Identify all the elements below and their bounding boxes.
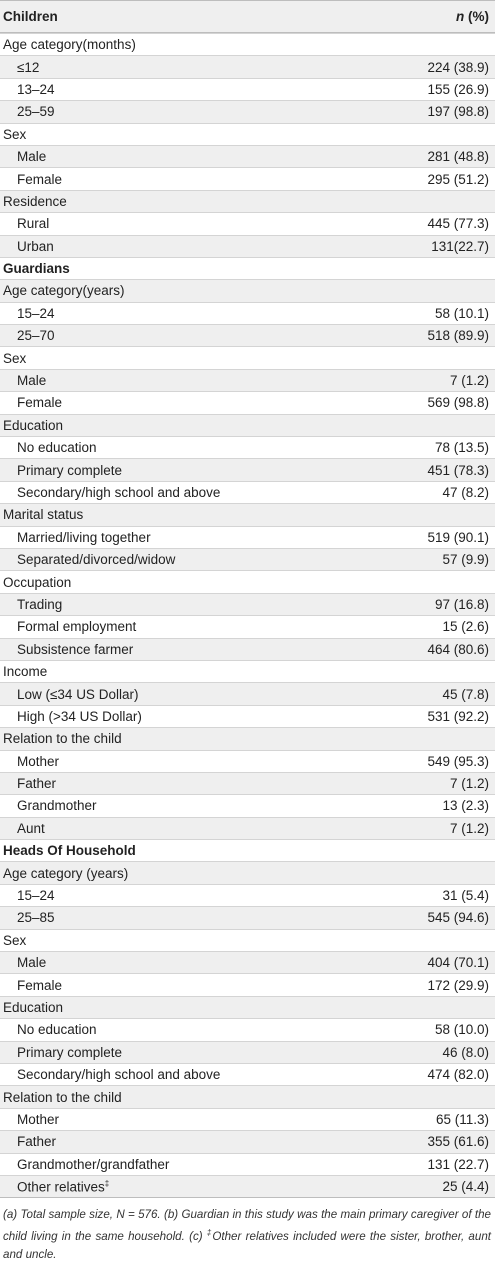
row-label-text: 25–85 [17,910,55,926]
row-value: 13 (2.3) [442,798,489,814]
row-label [0,306,435,321]
row-label-text: Primary complete [17,462,123,478]
table-row [0,750,495,772]
row-label [0,463,427,478]
row-label [0,642,427,657]
row-value: 355 (61.6) [427,1134,489,1150]
row-label-text: Urban [17,238,54,254]
table-row [0,570,495,592]
table-row [0,212,495,234]
row-label-text: Education [3,417,64,433]
table-footnotes [0,1198,495,1264]
row-label [0,798,442,813]
table-row [0,1041,495,1063]
row-value: 7 (1.2) [449,776,489,792]
table-row [0,906,495,928]
row-label-text: No education [17,440,97,456]
table-row [0,638,495,660]
table-row [0,503,495,525]
row-value: 451 (78.3) [427,462,489,478]
table-body [0,33,495,1197]
row-value: 25 (4.4) [442,1179,489,1195]
row-value: 531 (92.2) [427,708,489,724]
table-row [0,772,495,794]
table-row [0,861,495,883]
table-row [0,951,495,973]
row-label [0,485,442,500]
row-label [0,1067,427,1082]
row-label [0,194,489,209]
table-bottom-rule [0,1197,495,1198]
row-value: 58 (10.1) [434,305,489,321]
row-label-text: Married/living together [17,529,151,545]
row-label [0,440,435,455]
row-label-text: Age category(months) [3,37,136,53]
table-row [0,526,495,548]
table-row [0,55,495,77]
row-value: 57 (9.9) [442,552,489,568]
row-label-text: Sex [3,126,27,142]
row-label-text: Income [3,664,48,680]
table-row [0,727,495,749]
table-row [0,235,495,257]
row-label-text: Relation to the child [3,731,122,747]
row-label [0,1112,436,1127]
row-label-text: Aunt [17,820,45,836]
row-label-text: 25–59 [17,104,55,120]
row-value: 31 (5.4) [442,888,489,904]
table-row [0,1018,495,1040]
table-row [0,279,495,301]
header-percent: (%) [464,9,489,24]
row-label [0,910,427,925]
row-value: 404 (70.1) [427,955,489,971]
row-label [0,709,427,724]
row-value: 131 (22.7) [427,1156,489,1172]
row-label [0,418,489,433]
row-label-text: ≤12 [17,59,40,75]
row-value: 47 (8.2) [442,485,489,500]
table-row [0,884,495,906]
row-label-text: Age category(years) [3,283,125,299]
row-label-text: Relation to the child [3,1089,122,1105]
table-row [0,167,495,189]
row-label-sup: ‡ [104,1178,110,1188]
table-row [0,257,495,279]
table-row [0,458,495,480]
row-label [0,351,489,366]
row-label-text: 15–24 [17,888,55,904]
row-label [0,866,489,881]
table-row [0,346,495,368]
row-label-text: Female [17,977,63,993]
footnote-part2: Other relatives included were the sister, brother, aunt and uncle. [3,1230,491,1262]
table-row [0,593,495,615]
row-label [0,575,489,590]
table-row [0,436,495,458]
row-value: 549 (95.3) [427,753,489,769]
row-label-text: 25–70 [17,328,55,344]
row-label [0,1045,442,1060]
footnote-part1: (a) Total sample size, N = 576. (b) Guardian in this study was the main primary caregiver of the child living in the same household. (c) [3,1208,491,1244]
table-row [0,996,495,1018]
row-value: 65 (11.3) [435,1111,489,1127]
table-row [0,324,495,346]
row-label [0,1134,427,1149]
row-value: 197 (98.8) [427,104,489,120]
table-row [0,302,495,324]
row-label-text: Guardians [3,261,70,277]
row-label-text: Female [17,171,63,187]
row-label [0,1022,435,1037]
row-label-text: Residence [3,193,67,209]
row-label-text: Marital status [3,507,84,523]
row-label [0,821,450,836]
row-label-text: Trading [17,596,63,612]
row-label [0,82,427,97]
row-label [0,37,489,52]
row-label-text: Grandmother/grandfather [17,1156,170,1172]
row-label-text: Rural [17,216,50,232]
row-label-text: Sex [3,932,27,948]
table-row [0,78,495,100]
row-label-text: Sex [3,350,27,366]
row-label [0,1179,442,1195]
row-value: 7 (1.2) [449,373,489,389]
table-row [0,481,495,503]
row-label [0,507,489,522]
row-label-text: Formal employment [17,619,137,635]
row-label-text: Other relatives [17,1179,105,1195]
row-label [0,888,442,903]
row-label [0,754,427,769]
table-row [0,929,495,951]
row-label [0,261,489,276]
row-label [0,664,489,679]
row-value: 545 (94.6) [427,910,489,926]
row-label-text: Subsistence farmer [17,641,134,657]
row-value: 45 (7.8) [442,686,489,702]
table-row [0,391,495,413]
table-row [0,414,495,436]
row-label [0,1000,489,1015]
row-label [0,552,442,567]
row-label [0,149,427,164]
row-label [0,328,427,343]
row-label-text: Low (≤34 US Dollar) [17,686,139,702]
table-row [0,705,495,727]
table-row [0,1175,495,1197]
table-row [0,100,495,122]
table-row [0,1085,495,1107]
table-row [0,123,495,145]
table-row [0,817,495,839]
row-label-text: Secondary/high school and above [17,1067,221,1083]
footnote-sup: ‡ [206,1228,213,1238]
row-value: 131(22.7) [431,238,489,254]
row-value: 281 (48.8) [427,149,489,165]
row-value: 519 (90.1) [427,529,489,545]
row-value: 464 (80.6) [427,641,489,657]
row-label [0,395,427,410]
row-label-text: Mother [17,753,60,769]
row-label-text: High (>34 US Dollar) [17,708,142,724]
table-row [0,973,495,995]
table-row [0,1108,495,1130]
header-n: n [456,9,465,24]
row-label [0,104,427,119]
row-label-text: Heads Of Household [3,843,136,859]
table-row [0,660,495,682]
row-value: 445 (77.3) [427,216,489,232]
row-label [0,1090,489,1105]
row-label-text: Separated/divorced/widow [17,552,176,568]
row-label-text: 15–24 [17,305,55,321]
row-label-text: Male [17,373,47,389]
row-label-text: Father [17,776,57,792]
table-row [0,1130,495,1152]
table-row [0,369,495,391]
row-label-text: Male [17,149,47,165]
row-label [0,239,431,254]
table-row [0,145,495,167]
header-n-percent [456,9,495,24]
row-label [0,619,442,634]
row-label [0,776,450,791]
row-value: 569 (98.8) [427,395,489,411]
row-label-text: Primary complete [17,1044,123,1060]
row-label [0,843,489,858]
header-children: Children [3,9,58,24]
row-label [0,731,489,746]
row-value: 474 (82.0) [427,1067,489,1083]
row-value: 172 (29.9) [427,977,489,993]
row-label [0,127,489,142]
row-label [0,60,427,75]
row-label [0,172,427,187]
table-row [0,33,495,55]
row-label [0,955,427,970]
row-value: 295 (51.2) [427,171,489,187]
row-label-text: Male [17,955,47,971]
row-label-text: Occupation [3,574,72,590]
table-row [0,1063,495,1085]
table-header [0,0,495,33]
row-value: 78 (13.5) [434,440,489,456]
row-value: 46 (8.0) [442,1044,489,1060]
row-value: 518 (89.9) [427,328,489,344]
row-label-text: Grandmother [17,798,97,814]
row-label [0,530,427,545]
table-row [0,839,495,861]
row-label [0,687,442,702]
row-value: 58 (10.0) [434,1022,489,1038]
row-label-text: Mother [17,1111,60,1127]
row-label-text: Secondary/high school and above [17,485,221,500]
row-label [0,373,450,388]
row-label-text: Education [3,999,64,1015]
row-label-text: Father [17,1134,57,1150]
row-label-text: Female [17,395,63,411]
table-row [0,1153,495,1175]
row-label [0,216,427,231]
table-row [0,682,495,704]
row-label [0,933,489,948]
row-value: 15 (2.6) [442,619,489,635]
row-label [0,597,435,612]
row-value: 97 (16.8) [434,596,489,612]
row-label [0,283,489,298]
row-value: 224 (38.9) [427,59,489,75]
row-label-text: 13–24 [17,81,55,97]
table-row [0,548,495,570]
row-value: 7 (1.2) [449,820,489,836]
table-row [0,794,495,816]
table-row [0,615,495,637]
row-value: 155 (26.9) [427,81,489,97]
row-label-text: No education [17,1022,97,1038]
row-label [0,978,427,993]
table-row [0,190,495,212]
row-label-text: Age category (years) [3,865,129,881]
row-label [0,1157,427,1172]
